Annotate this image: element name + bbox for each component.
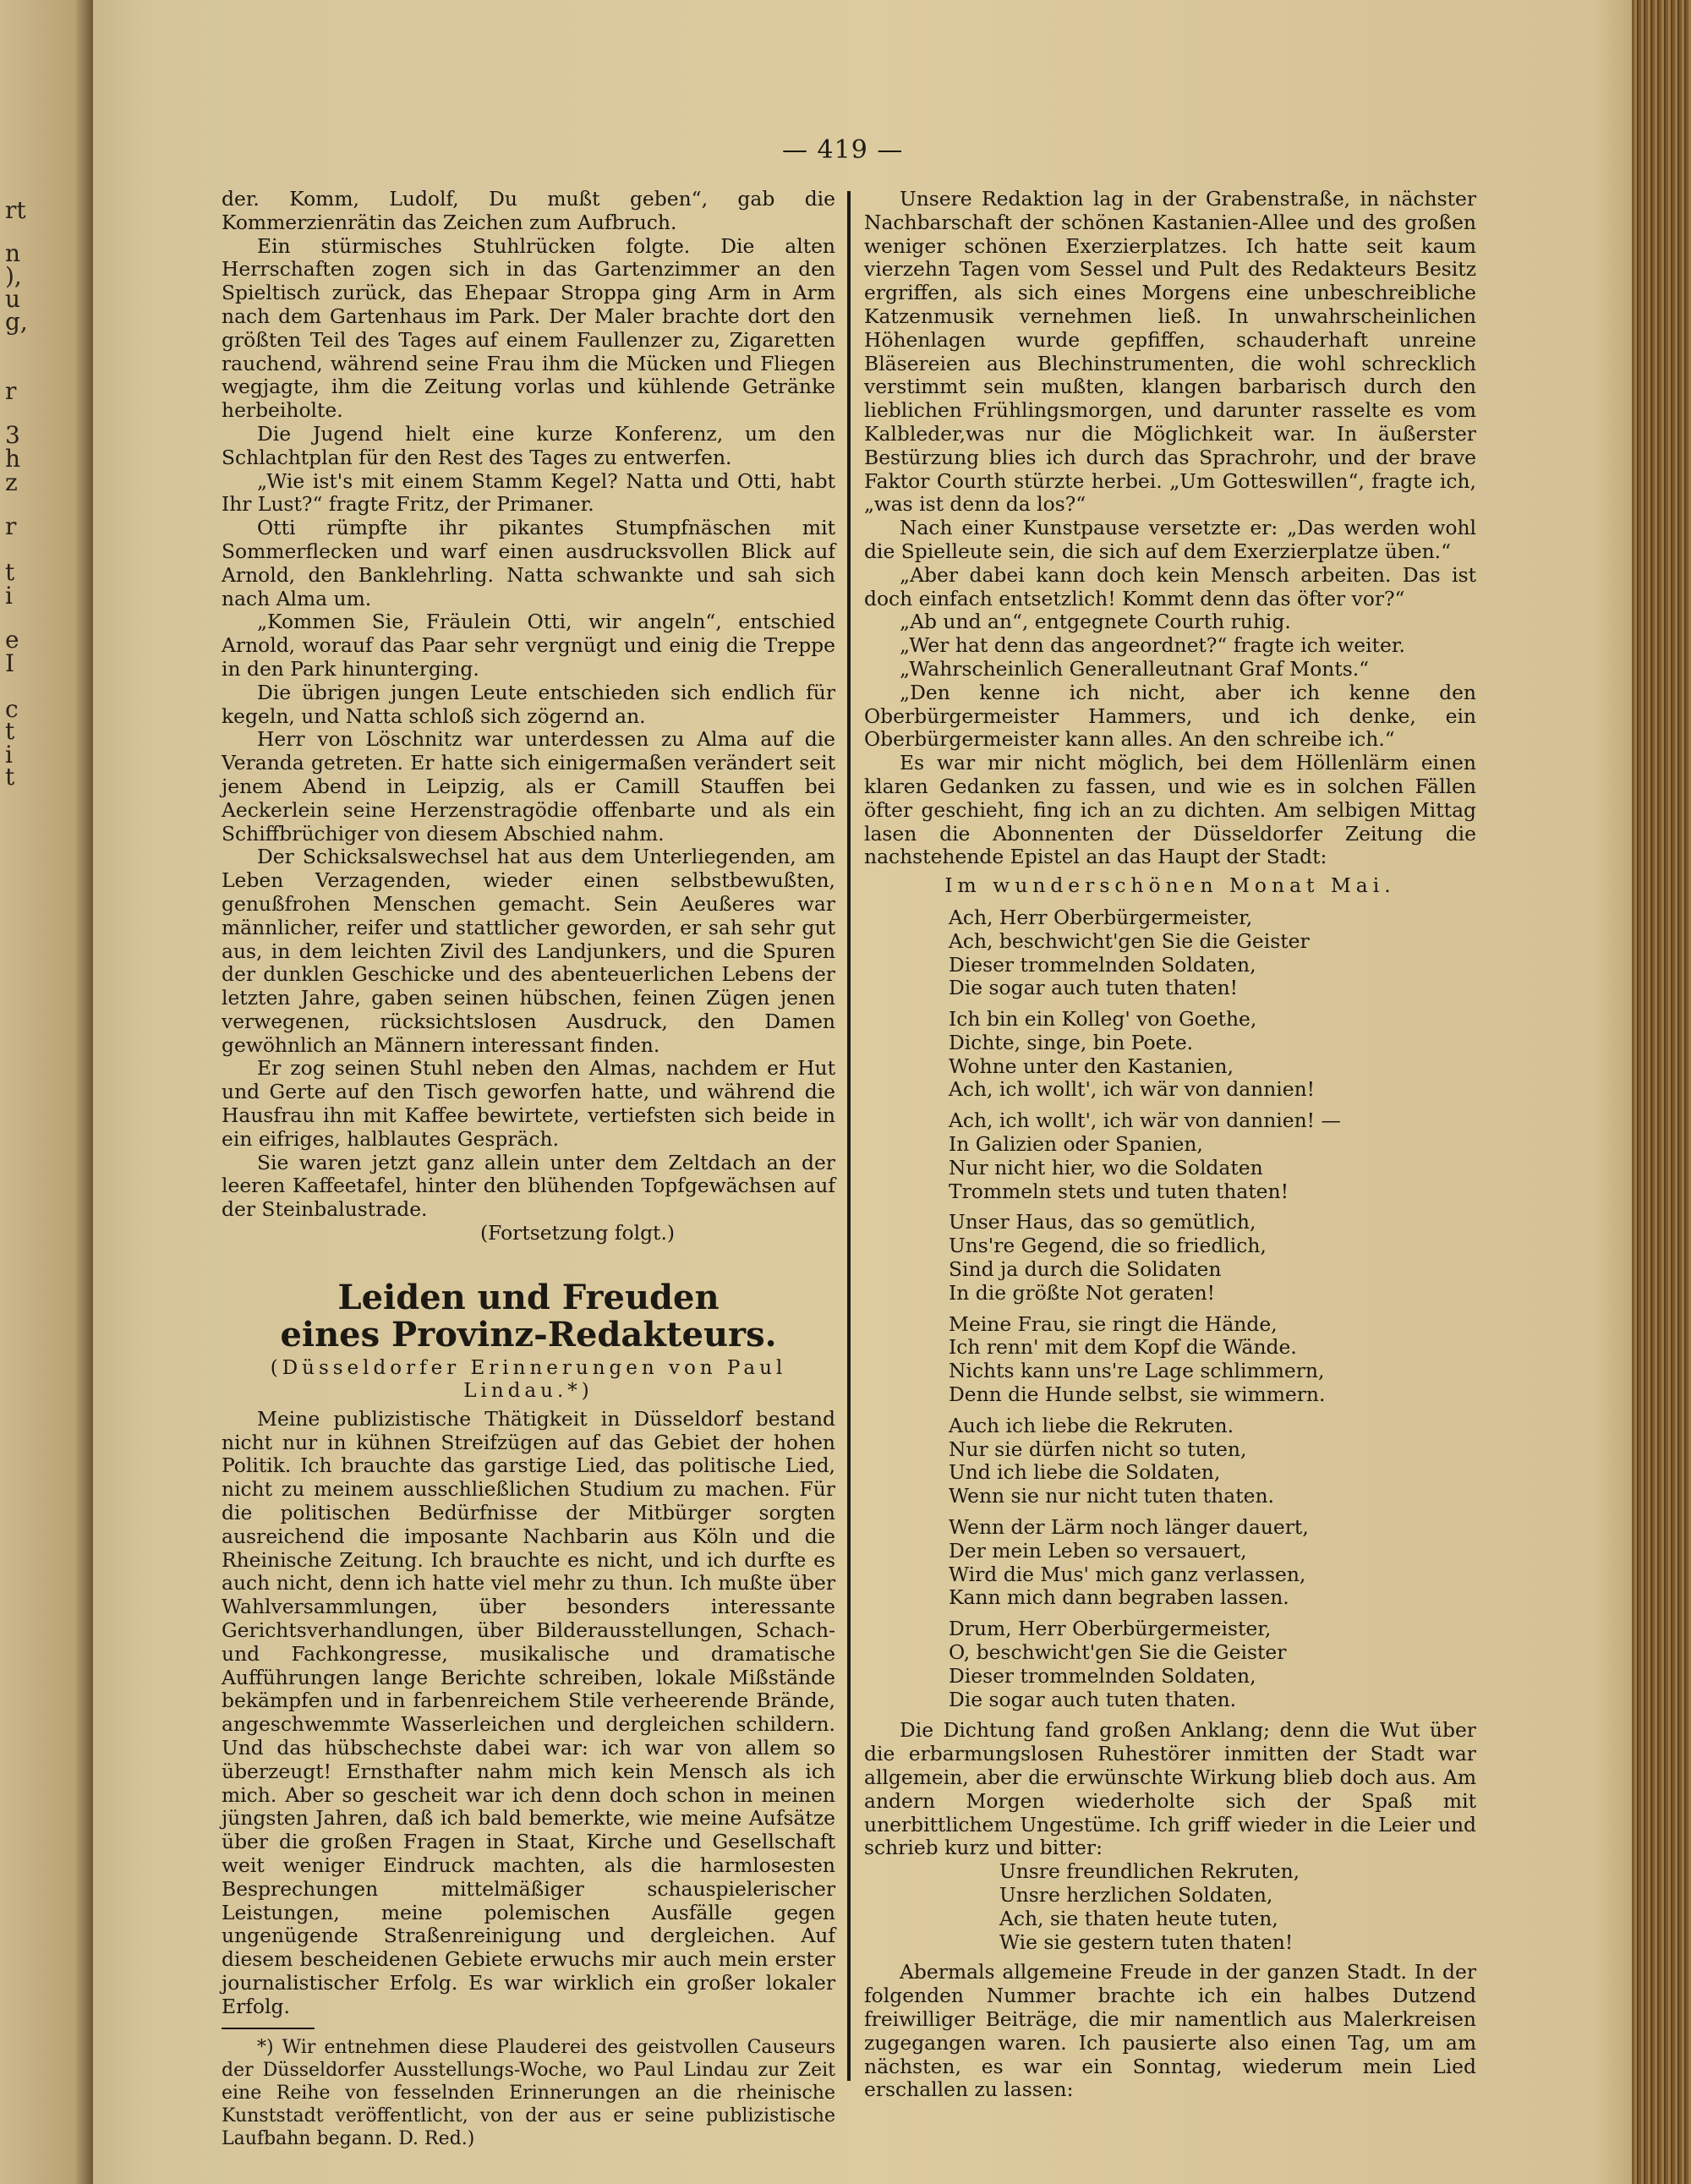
short-poem bbox=[999, 1860, 1476, 1954]
headline-line-2: eines Provinz-Redakteurs. bbox=[280, 1314, 777, 1355]
paragraph: „Ab und an“, entgegnete Courth ruhig. bbox=[900, 610, 1291, 634]
page-number: — 419 — bbox=[782, 135, 904, 165]
poem-line: Ich renn' mit dem Kopf die Wände. bbox=[949, 1335, 1297, 1360]
paragraph: Es war mir nicht möglich, bei dem Höllenlärm einen klaren Gedanken zu fassen, und wie es in solchen Fällen öfter geschieht, fing ich an zu dichten. Am selbigen Mittag lasen die Abonnenten der Düsseldorfer Zeitung die nachstehende Epistel an das Haupt der Stadt: bbox=[864, 751, 1476, 869]
left-column bbox=[222, 188, 835, 2150]
poem-line: Und ich liebe die Soldaten, bbox=[949, 1460, 1221, 1485]
poem-line: Trommeln stets und tuten thaten! bbox=[949, 1179, 1289, 1203]
margin-fragment: r bbox=[5, 377, 17, 405]
paragraph: Die Jugend hielt eine kurze Konferenz, um den Schlachtplan für den Rest des Tages zu entwerfen. bbox=[222, 421, 835, 469]
poem-line: Unsre herzlichen Soldaten, bbox=[999, 1882, 1273, 1907]
margin-fragment: I bbox=[5, 649, 15, 677]
footnote-rule bbox=[222, 2028, 315, 2029]
poem-stanza bbox=[949, 1516, 1476, 1610]
paragraph: Unsere Redaktion lag in der Grabenstraße, in nächster Nachbarschaft der schönen Kastanien-Allee und des großen weniger schönen Exerzierplatzes. Ich hatte seit kaum vierzehn Tagen vom Sessel und Pult des Redakteurs Besitz ergriffen, als sich eines Morgens eine unbeschreibliche Katzenmusik vernehmen ließ. In unwahrscheinlichen Höhenlagen wurde gepfiffen, schauderhaft unreine Bläsereien aus Blechinstrumenten, die wohl schrecklich verstimmt sein mußten, klangen barbarisch durch den lieblichen Frühlingsmorgen, und darunter rasselte es vom Kalbleder,was nur die Möglichkeit war. In äußerster Bestürzung blies ich durch das Sprachrohr, und der brave Faktor Courth stürzte herbei. „Um Gotteswillen“, fragte ich, „was ist denn da los?“ bbox=[864, 187, 1476, 517]
paragraph: Der Schicksalswechsel hat aus dem Unterliegenden, am Leben Verzagenden, wieder einen selbstbewußten, genußfrohen Menschen gemacht. Sein Aeußeres war männlicher, reifer und stattlicher geworden, er sah sehr gut aus, in dem leichten Zivil des Landjunkers, und die Spuren der dunklen Geschicke und des abenteuerlichen Lebens der letzten Jahre, gaben seinen hübschen, feinen Zügen jenen verwegenen, rücksichtslosen Ausdruck, den Damen gewöhnlich an Männern interessant finden. bbox=[222, 845, 835, 1057]
poem-line: Kann mich dann begraben lassen. bbox=[949, 1585, 1289, 1610]
paragraph: „Kommen Sie, Fräulein Otti, wir angeln“, entschied Arnold, worauf das Paar sehr vergnügt und einig die Treppe in den Park hinunterging. bbox=[222, 610, 835, 681]
poem-line: Ach, Herr Oberbürgermeister, bbox=[949, 905, 1253, 929]
margin-fragment: i bbox=[5, 582, 13, 610]
paragraph: Meine publizistische Thätigkeit in Düsseldorf bestand nicht nur in kühnen Streifzügen auf das Gebiet der hohen Politik. Ich brauchte das garstige Lied, das politische Lied, nicht zu meinem ausschließlichen Studium zu machen. Für die politischen Bedürfnisse der Mitbürger sorgten ausreichend die imposante Nachbarin aus Köln und die Rheinische Zeitung. Ich brauchte es nicht, und ich durfte es auch nicht, denn ich hatte viel mehr zu thun. Ich mußte über Wahlversammlungen, über besonders interessante Gerichtsverhandlungen, über Bilderausstellungen, Schach- und Fachkongresse, musikalische und dramatische Aufführungen lange Berichte schreiben, lokale Mißstände bekämpfen und in farbenreichem Stile verheerende Brände, angeschwemmte Wasserleichen und dergleichen schildern. Und das hübschechste dabei war: ich war von allem so überzeugt! Ernsthafter nahm mich kein Mensch als ich mich. Aber so gescheit war ich denn doch schon in meinen jüngsten Jahren, daß ich bald bemerkte, wie meine Aufsätze über die großen Fragen in Staat, Kirche und Gesellschaft weit weniger Eindruck machten, als die harmlosesten Besprechungen mittelmäßiger schauspielerischer Leistungen, meine polemischen Ausfälle gegen ungenügende Straßenreinigung und dergleichen. Auf diesem bescheidenen Gebiete erwuchs mir auch mein erster journalistischer Erfolg. Es war wirklich ein großer lokaler Erfolg. bbox=[222, 1406, 835, 2018]
poem-stanza bbox=[949, 906, 1476, 1000]
poem-line: Uns're Gegend, die so friedlich, bbox=[949, 1234, 1267, 1258]
margin-fragment: h bbox=[5, 445, 21, 473]
paragraph: Ein stürmisches Stuhlrücken folgte. Die alten Herrschaften zogen sich in das Gartenzimmer an den Spieltisch zurück, das Ehepaar Stroppa ging Arm in Arm nach dem Gartenhaus im Park. Der Maler brachte dort den größten Teil des Tages auf einem Faullenzer zu, Zigaretten rauchend, während seine Frau ihm die Mücken und Fliegen wegjagte, ihm die Zeitung vorlas und kühlende Getränke herbeiholte. bbox=[222, 233, 835, 423]
poem-stanza bbox=[949, 1008, 1476, 1102]
poem-line: Ach, ich wollt', ich wär von dannien! — bbox=[949, 1108, 1341, 1133]
poem-line: Nur nicht hier, wo die Soldaten bbox=[949, 1155, 1263, 1180]
poem-stanza bbox=[949, 1313, 1476, 1407]
poem-title: Im wunderschönen Monat Mai. bbox=[944, 873, 1396, 898]
paragraph: „Wie ist's mit einem Stamm Kegel? Natta und Otti, habt Ihr Lust?“ fragte Fritz, der Primaner. bbox=[222, 468, 835, 517]
margin-fragment: g, bbox=[5, 308, 28, 336]
paragraph: Herr von Löschnitz war unterdessen zu Alma auf die Veranda getreten. Er hatte sich einigermaßen verändert seit jenem Abend in Leipzig, als er Camill Stauffen bei Aeckerlein seine Herzenstragödie offenbarte und als ein Schiffbrüchiger von diesem Abschied nahm. bbox=[222, 727, 835, 846]
margin-fragment: e bbox=[5, 626, 19, 654]
poem-line: Wohne unter den Kastanien, bbox=[949, 1054, 1234, 1078]
poem-line: In Galizien oder Spanien, bbox=[949, 1132, 1203, 1157]
paragraph: Er zog seinen Stuhl neben den Almas, nachdem er Hut und Gerte auf den Tisch geworfen hatte, und während die Hausfrau ihn mit Kaffee bewirtete, vertiefsten sich beide in ein eifriges, halblautes Gespräch. bbox=[222, 1056, 835, 1151]
footnote: *) Wir entnehmen diese Plauderei des geistvollen Causeurs der Düsseldorfer Ausstellungs-Woche, wo Paul Lindau zur Zeit eine Reihe von fesselnden Erinnerungen an die rheinische Kunststadt veröffentlicht, von der aus er seine publizistische Laufbahn begann. D. Red.) bbox=[222, 2036, 835, 2149]
margin-fragment: i bbox=[5, 741, 13, 769]
poem-stanza bbox=[949, 1617, 1476, 1711]
margin-fragment: ), bbox=[5, 262, 22, 290]
poem-line: Wird die Mus' mich ganz verlassen, bbox=[949, 1562, 1306, 1586]
poem-line: Unsre freundlichen Rekruten, bbox=[999, 1859, 1300, 1884]
poem-line: Nur sie dürfen nicht so tuten, bbox=[949, 1437, 1247, 1461]
right-column bbox=[864, 188, 1476, 2102]
poem-line: Wie sie gestern tuten thaten! bbox=[999, 1929, 1294, 1954]
margin-fragment: u bbox=[5, 285, 21, 313]
poem-line: Dichte, singe, bin Poete. bbox=[949, 1030, 1194, 1054]
margin-fragment: rt bbox=[5, 196, 26, 224]
poem-line: Dieser trommelnden Soldaten, bbox=[949, 1663, 1256, 1688]
facing-page-edge bbox=[0, 0, 93, 2184]
margin-fragment: n bbox=[5, 239, 21, 267]
poem-line: Ich bin ein Kolleg' von Goethe, bbox=[949, 1007, 1257, 1032]
paragraph: „Den kenne ich nicht, aber ich kenne den Oberbürgermeister Hammers, und ich denke, ein Oberbürgermeister kann alles. An den schreibe ich.“ bbox=[864, 680, 1476, 752]
poem-line: Die sogar auch tuten thaten! bbox=[949, 976, 1239, 1000]
paragraph: Sie waren jetzt ganz allein unter dem Zeltdach an der leeren Kaffeetafel, hinter den blühenden Topfgewächsen auf der Steinbalustrade. bbox=[222, 1150, 835, 1222]
paragraph: Abermals allgemeine Freude in der ganzen Stadt. In der folgenden Nummer brachte ich ein halbes Dutzend freiwilliger Beiträge, die mir namentlich aus Malerkreisen zugegangen waren. Ich pausierte also einen Tag, um am nächsten, es war ein Sonntag, wiederum mein Lied erschallen zu lassen: bbox=[864, 1960, 1476, 2102]
paragraph: „Wer hat denn das angeordnet?“ fragte ich weiter. bbox=[900, 633, 1405, 658]
paragraph: „Wahrscheinlich Generalleutnant Graf Monts.“ bbox=[900, 656, 1370, 681]
poem-line: Die sogar auch tuten thaten. bbox=[949, 1687, 1237, 1711]
poem-line: O, beschwicht'gen Sie die Geister bbox=[949, 1640, 1287, 1665]
paragraph: Die Dichtung fand großen Anklang; denn die Wut über die erbarmungslosen Ruhestörer inmitten der Stadt war allgemein, aber die erwünschte Wirkung blieb doch aus. Am andern Morgen wiederholte sich der Spaß mit unerbittlichem Ungestüme. Ich griff wieder in die Leier und schrieb kurz und bitter: bbox=[864, 1718, 1476, 1860]
paragraph: Otti rümpfte ihr pikantes Stumpfnäschen mit Sommerflecken und warf einen ausdrucksvollen Blick auf Arnold, den Banklehrling. Natta schwankte und sah sich nach Alma um. bbox=[222, 516, 835, 610]
continuation-note: (Fortsetzung folgt.) bbox=[480, 1221, 675, 1245]
paragraph: „Aber dabei kann doch kein Mensch arbeiten. Das ist doch einfach entsetzlich! Kommt denn das öfter vor?“ bbox=[864, 562, 1476, 610]
poem-stanza bbox=[949, 1415, 1476, 1508]
poem-line: Dieser trommelnden Soldaten, bbox=[949, 952, 1256, 977]
margin-fragment: t bbox=[5, 558, 15, 586]
poem-line: Unser Haus, das so gemütlich, bbox=[949, 1210, 1256, 1234]
margin-fragment: t bbox=[5, 717, 15, 745]
poem-line: Denn die Hunde selbst, sie wimmern. bbox=[949, 1382, 1326, 1407]
poem-line: Meine Frau, sie ringt die Hände, bbox=[949, 1311, 1278, 1336]
paragraph: der. Komm, Ludolf, Du mußt geben“, gab die Kommerzienrätin das Zeichen zum Aufbruch. bbox=[222, 187, 835, 234]
poem-line: In die größte Not geraten! bbox=[949, 1280, 1216, 1305]
book-page-edges bbox=[1632, 0, 1691, 2184]
margin-fragment: z bbox=[5, 468, 18, 496]
poem-line: Der mein Leben so versauert, bbox=[949, 1538, 1247, 1563]
article-headline bbox=[222, 1279, 835, 1354]
poem-line: Auch ich liebe die Rekruten. bbox=[949, 1413, 1234, 1437]
poem-line: Nichts kann uns're Lage schlimmern, bbox=[949, 1359, 1325, 1383]
column-divider bbox=[847, 191, 851, 2081]
poem-line: Sind ja durch die Solidaten bbox=[949, 1257, 1222, 1282]
margin-fragment: t bbox=[5, 763, 15, 791]
poem-stanza bbox=[949, 1211, 1476, 1305]
poem-line: Wenn der Lärm noch länger dauert, bbox=[949, 1515, 1309, 1540]
headline-line-1: Leiden und Freuden bbox=[337, 1277, 720, 1317]
margin-fragment: 3 bbox=[5, 421, 20, 449]
poem-line: Wenn sie nur nicht tuten thaten. bbox=[949, 1484, 1274, 1508]
paragraph: Die übrigen jungen Leute entschieden sich endlich für kegeln, und Natta schloß sich zögernd an. bbox=[222, 680, 835, 728]
poem-stanza bbox=[949, 1109, 1476, 1203]
poem-line: Drum, Herr Oberbürgermeister, bbox=[949, 1617, 1272, 1641]
margin-fragment: r bbox=[5, 512, 17, 540]
margin-fragment: c bbox=[5, 695, 19, 723]
poem-line: Ach, sie thaten heute tuten, bbox=[999, 1906, 1278, 1930]
poem-line: Ach, beschwicht'gen Sie die Geister bbox=[949, 928, 1310, 953]
paragraph: Nach einer Kunstpause versetzte er: „Das werden wohl die Spielleute sein, die sich auf dem Exerzierplatze üben.“ bbox=[864, 516, 1476, 563]
poem bbox=[864, 874, 1476, 1711]
poem-line: Ach, ich wollt', ich wär von dannien! bbox=[949, 1077, 1316, 1102]
article-subheading: (Düsseldorfer Erinnerungen von Paul Lindau.*) bbox=[270, 1356, 787, 1402]
